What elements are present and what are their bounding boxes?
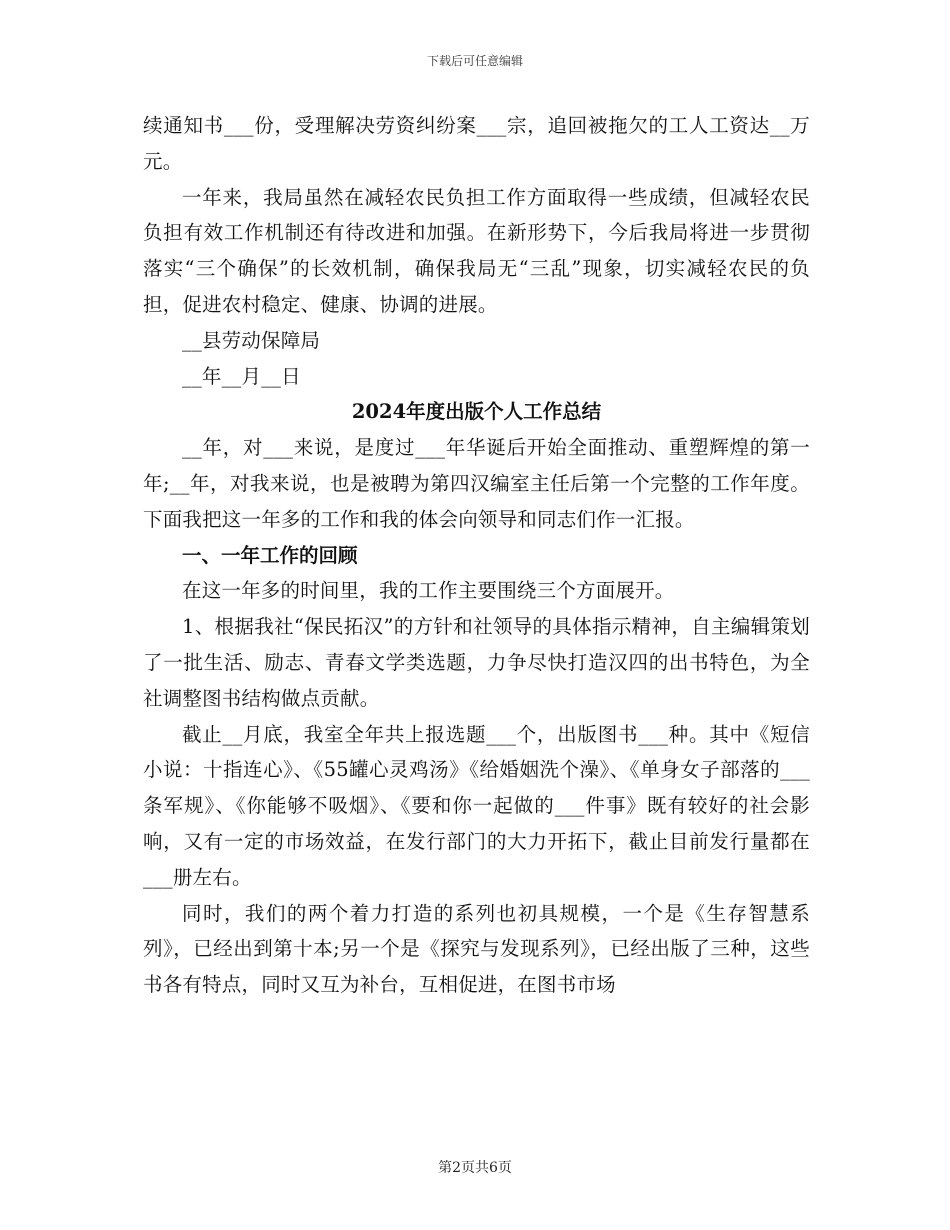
- paragraph-wage-arrears: 续通知书___份，受理解决劳资纠纷案___宗，追回被拖欠的工人工资达__万元。: [143, 114, 810, 173]
- signature-organization: __县劳动保障局: [182, 328, 321, 352]
- signature-date: __年__月__日: [182, 364, 301, 388]
- section-heading-review: 一、一年工作的回顾: [182, 543, 358, 567]
- page-number: 第2页共6页: [438, 1160, 512, 1176]
- page-header-note: 下载后可任意编辑: [426, 54, 523, 68]
- document-body: [143, 108, 810, 1003]
- paragraph-publication-stats: 截止__月底，我室全年共上报选题___个，出版图书___种。其中《短信小说：十指连心》、《55罐心灵鸡汤》《给婚姻洗个澡》、《单身女子部落的___条军规》、《你能够不吸烟》、《要和你一起做的___件事》既有较好的社会影响，又有一定的市场效益，在发行部门的大力开拓下，截止目前发行量都在___册左右。: [143, 722, 810, 889]
- document-title: 2024年度出版个人工作总结: [351, 400, 602, 424]
- paragraph-intro: __年，对___来说，是度过___年华诞后开始全面推动、重塑辉煌的第一年;__年，对我来说，也是被聘为第四汉编室主任后第一个完整的工作年度。下面我把这一年多的工作和我的体会向领导和同志们作一汇报。: [143, 436, 810, 531]
- paragraph-overview: 在这一年多的时间里，我的工作主要围绕三个方面展开。: [182, 579, 675, 603]
- paragraph-topic-planning: 1、根据我社“保民拓汉”的方针和社领导的具体指示精神，自主编辑策划了一批生活、励志、青春文学类选题，力争尽快打造汉四的出书特色，为全社调整图书结构做点贡献。: [143, 615, 810, 710]
- paragraph-peasant-burden: 一年来，我局虽然在减轻农民负担工作方面取得一些成绩，但减轻农民负担有效工作机制还有待改进和加强。在新形势下，今后我局将进一步贯彻落实“三个确保”的长效机制，确保我局无“三乱”现象，切实减轻农民的负担，促进农村稳定、健康、协调的进展。: [143, 185, 810, 316]
- paragraph-book-series: 同时，我们的两个着力打造的系列也初具规模，一个是《生存智慧系列》，已经出到第十本;另一个是《探究与发现系列》，已经出版了三种，这些书各有特点，同时又互为补台，互相促进，在图书市场: [143, 901, 810, 997]
